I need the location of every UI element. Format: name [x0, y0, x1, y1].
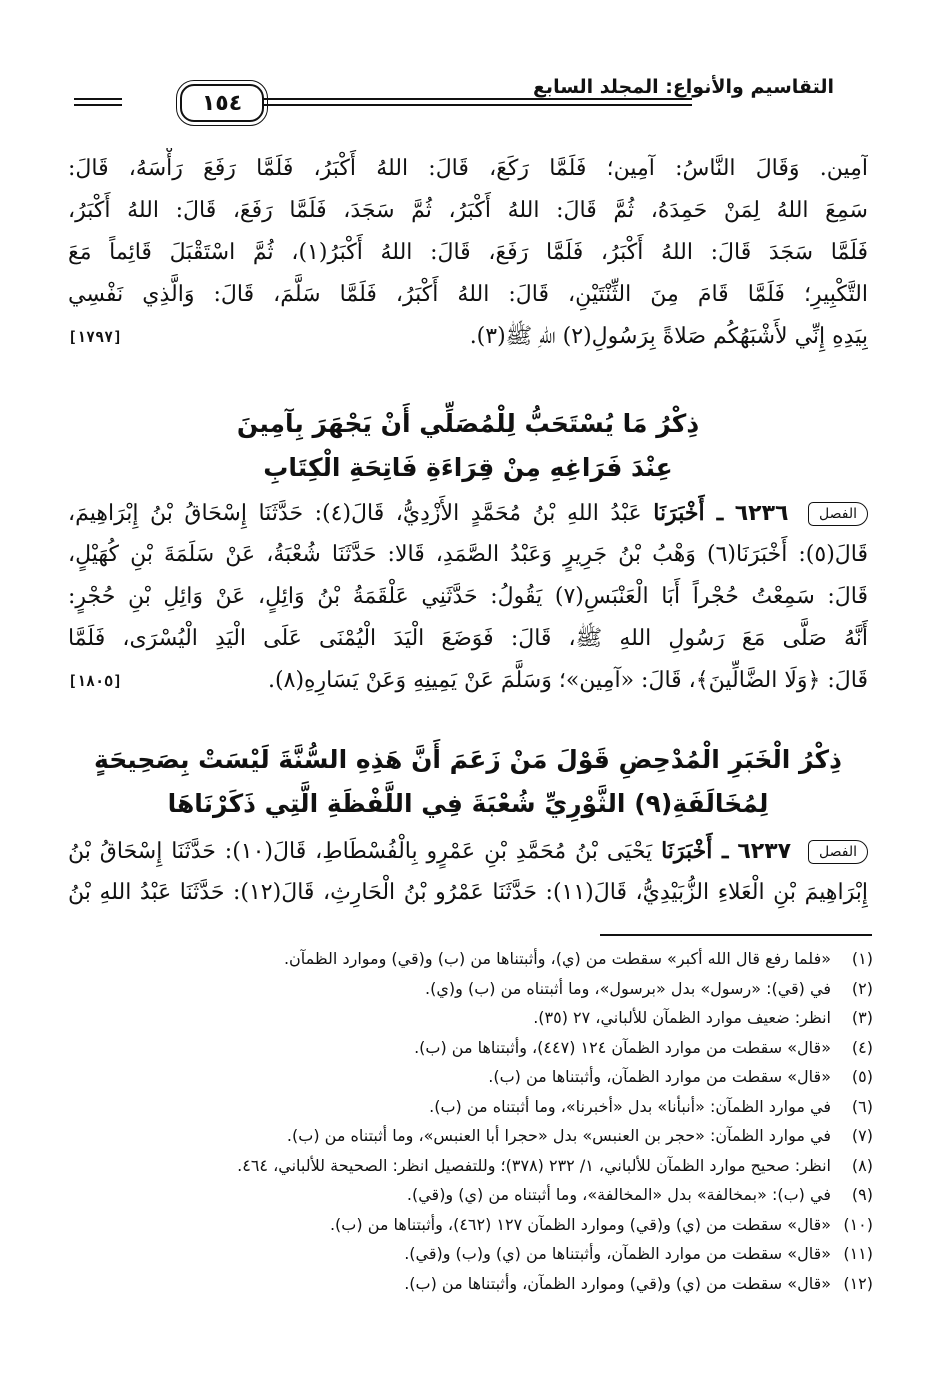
footnote-number: (٥): [851, 1067, 873, 1086]
footnote-number: (٨): [851, 1155, 873, 1175]
footnote: [73, 1092, 873, 1122]
footnote: [73, 944, 873, 974]
footnote-number: (٩): [851, 1185, 873, 1204]
footnote-number: (١): [851, 949, 873, 968]
section-heading: [68, 738, 868, 826]
footnote-text: «قال» سقطت من (ي) و(قي) وموارد الظمآن، وأثبتناها من (ب).: [404, 1273, 831, 1293]
footnote-number: (٤): [851, 1037, 873, 1057]
running-title: التقاسيم والأنواع: المجلد السابع: [532, 76, 834, 98]
footnote: [73, 1180, 873, 1210]
section-badge: الفصل: [808, 502, 868, 526]
hadith-entry: [68, 492, 868, 702]
footnote-text: «فلما رفع قال الله أكبر» سقطت من (ي)، وأثبتناها من (ب) و(قي) وموارد الظمآن.: [283, 949, 831, 968]
text-line: التَّكْبِيرِ؛ فَلَمَّا قَامَ مِنَ الثِّنْتَيْنِ، قَالَ: اللهُ أَكْبَرُ، فَلَمَّا سَلَّمَ، قَالَ: وَالَّذِي نَفْسِي: [68, 282, 868, 307]
section-heading: [68, 402, 868, 490]
footnote-text: انظر: صحيح موارد الظمآن للألباني، ١/ ٢٣٢ (٣٧٨)؛ وللتفصيل انظر: الصحيحة للألباني، ٤٦٤.: [237, 1155, 831, 1175]
page-number: ١٥٤: [201, 90, 243, 116]
heading-line: ذِكْرُ الْخَبَرِ الْمُدْحِضِ قَوْلَ مَنْ زَعَمَ أَنَّ هَذِهِ السُّنَّةَ لَيْسَتْ بِصَحِيحَةٍ: [94, 745, 842, 774]
header-rule: [74, 98, 122, 100]
heading-line: لِمُخَالَفَةِ(٩) الثَّوْرِيِّ شُعْبَةَ فِي اللَّفْظَةِ الَّتِي ذَكَرْنَاهَا: [167, 789, 769, 818]
text-line: آمِين. وَقَالَ النَّاسُ: آمِين؛ فَلَمَّا رَكَعَ، قَالَ: اللهُ أَكْبَرُ، فَلَمَّا رَفَعَ رَأْسَهُ، قَالَ:: [68, 156, 868, 181]
footnote: [73, 1062, 873, 1092]
footnote: [73, 1210, 873, 1240]
hadith-first-line: [68, 830, 868, 872]
footnote-number: (٦): [851, 1096, 873, 1116]
footnote-text: «قال» سقطت من (ي) و(قي) وموارد الظمآن ١٢٧ (٤٦٢)، وأثبتناها من (ب).: [329, 1214, 831, 1234]
hadith-entry: [68, 830, 868, 914]
footnote: [73, 1003, 873, 1033]
footnote-text: في موارد الظمآن: «أنبأنا» بدل «أخبرنا»، وما أثبتناه من (ب).: [429, 1096, 831, 1116]
footnote: [73, 1239, 873, 1269]
heading-line: ذِكْرُ مَا يُسْتَحَبُّ لِلْمُصَلِّي أَنْ يَجْهَرَ بِآمِينَ: [236, 409, 700, 438]
text-line: أَنَّهُ صَلَّى مَعَ رَسُولِ اللهِ ﷺ، قَالَ: فَوَضَعَ الْيَدَ الْيُمْنَى عَلَى الْيَدِ الْيُسْرَى، فَلَمَّا: [68, 626, 868, 651]
footnote-rule: [600, 934, 872, 936]
footnote-text: «قال» سقطت من موارد الظمآن ١٢٤ (٤٤٧)، وأثبتناها من (ب).: [414, 1037, 831, 1057]
hadith-reference: [١٧٩٧]: [68, 328, 123, 346]
page-number-frame: [180, 84, 264, 122]
hadith-number: ٦٢٣٧: [737, 839, 792, 864]
footnote-text: في (قي): «رسول» بدل «برسول»، وما أثبتناه من (ب) و(ي).: [425, 978, 831, 998]
footnote-text: انظر: ضعيف موارد الظمآن للألباني، ٢٧ (٣٥).: [533, 1008, 831, 1027]
paragraph-continuation: [68, 148, 868, 358]
footnote: [73, 1269, 873, 1299]
header-rule: [74, 104, 122, 106]
hadith-first-line: [68, 492, 868, 534]
section-badge: الفصل: [808, 840, 868, 864]
footnote-text: في (ب): «بمخالفة» بدل «المخالفة»، وما أثبتناه من (ي) و(قي).: [406, 1185, 831, 1204]
hadith-text: عَبْدُ اللهِ بْنُ مُحَمَّدٍ الأَزْدِيُّ، قَالَ(٤): حَدَّثَنَا إِسْحَاقُ بْنُ إِبْرَاهِيمَ،: [68, 501, 642, 526]
footnote: [73, 974, 873, 1004]
footnote-text: «قال» سقطت من موارد الظمآن، وأثبتناها من (ب).: [488, 1067, 831, 1086]
footnote: [73, 1151, 873, 1181]
hadith-lead: ـ أَخْبَرَنَا: [661, 838, 729, 864]
footnote-number: (١٠): [843, 1214, 873, 1234]
header-rule: [262, 98, 692, 100]
hadith-text: يَحْيَى بْنُ مُحَمَّدِ بْنِ عَمْرٍو بِالْفُسْطَاطِ، قَالَ(١٠): حَدَّثَنَا إِسْحَاقُ بْنُ: [68, 839, 653, 864]
text-line: قَالَ: ﴿وَلَا الضَّالِّينَ﴾، قَالَ: «آمِين»؛ وَسَلَّمَ عَنْ يَمِينِهِ وَعَنْ يَسَارِهِ(٨).: [268, 668, 868, 693]
hadith-number: ٦٢٣٦: [734, 501, 789, 526]
header-rule: [262, 104, 692, 106]
text-line: إِبْرَاهِيمَ بْنِ الْعَلاءِ الزُّبَيْدِيُّ، قَالَ(١١): حَدَّثَنَا عَمْرُو بْنُ الْحَارِثِ، قَالَ(١٢): حَدَّثَنَا عَبْدُ اللهِ بْنُ: [68, 880, 868, 905]
footnote-number: (٣): [851, 1008, 873, 1027]
footnote-text: في موارد الظمآن: «حجر بن العنبس» بدل «حجرا أبا العنبس»، وما أثبتناه من (ب).: [286, 1126, 831, 1145]
footnote: [73, 1033, 873, 1063]
footnote-number: (١١): [843, 1244, 873, 1263]
text-line: بِيَدِهِ إِنِّي لأَشْبَهُكُم صَلاةً بِرَسُولِ(٢) اللهِ ﷺ(٣).: [469, 324, 868, 349]
page-header: [62, 62, 882, 142]
footnote-number: (٧): [851, 1126, 873, 1145]
text-line: سَمِعَ اللهُ لِمَنْ حَمِدَهُ، ثُمَّ قَالَ: اللهُ أَكْبَرُ، ثُمَّ سَجَدَ، فَلَمَّا رَفَعَ، قَالَ: اللهُ أَكْبَرُ،: [68, 198, 868, 223]
footnote-text: «قال» سقطت من موارد الظمآن، وأثبتناها من (ي) و(ب) و(قي).: [404, 1244, 831, 1263]
text-line: فَلَمَّا سَجَدَ قَالَ: اللهُ أَكْبَرُ، فَلَمَّا رَفَعَ، قَالَ: اللهُ أَكْبَرُ(١)، ثُمَّ اسْتَقْبَلَ قَائِماً مَعَ: [68, 240, 868, 265]
footnotes: [73, 944, 873, 1298]
hadith-reference: [١٨٠٥]: [68, 672, 123, 690]
text-line: قَالَ(٥): أَخْبَرَنَا(٦) وَهْبُ بْنُ جَرِيرٍ وَعَبْدُ الصَّمَدِ، قَالا: حَدَّثَنَا شُعْبَةُ، عَنْ سَلَمَةَ بْنِ كُهَيْلٍ،: [68, 542, 868, 567]
footnote-number: (٢): [851, 978, 873, 998]
heading-line: عِنْدَ فَرَاغِهِ مِنْ قِرَاءَةِ فَاتِحَةِ الْكِتَابِ: [263, 453, 673, 482]
text-line: قَالَ: سَمِعْتُ حُجْراً أَبَا الْعَنْبَسِ(٧) يَقُولُ: حَدَّثَنِي عَلْقَمَةُ بْنُ وَائِلٍ، عَنْ وَائِلِ بْنِ حُجْرٍ:: [68, 584, 868, 609]
hadith-lead: ـ أَخْبَرَنَا: [653, 500, 724, 526]
footnote: [73, 1121, 873, 1151]
footnote-number: (١٢): [843, 1273, 873, 1293]
